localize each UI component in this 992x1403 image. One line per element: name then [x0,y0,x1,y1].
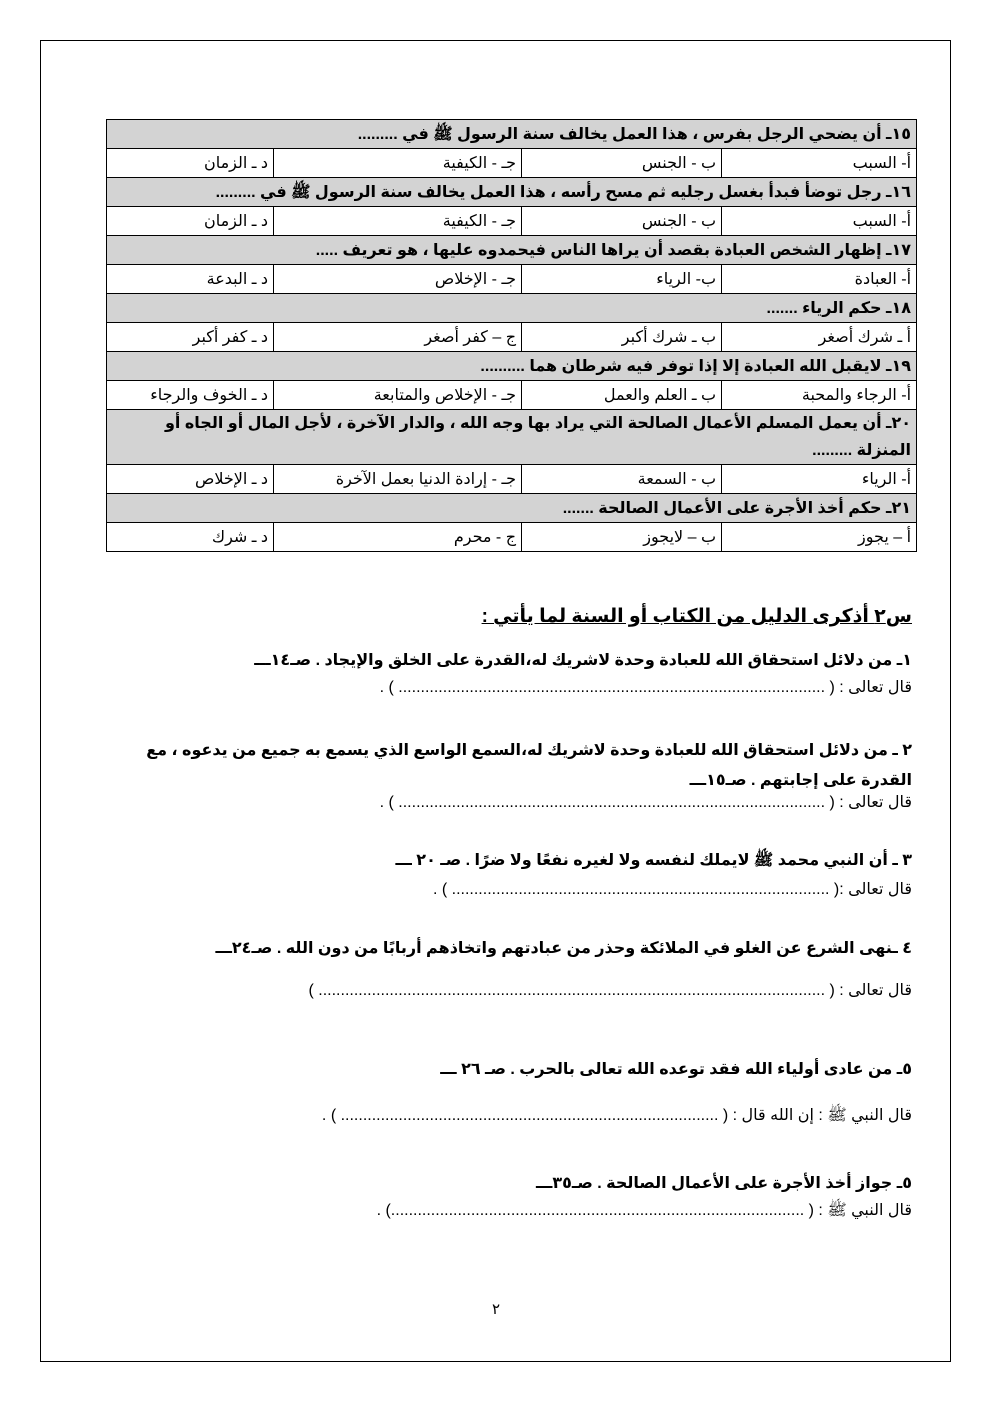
question-text: ١٦ـ رجل توضأ فبدأ بغسل رجليه ثم مسح رأسه ، هذا العمل يخالف سنة الرسول ﷺ في ......... [107,178,917,207]
question-text: ٢١ـ حكم أخذ الأجرة على الأعمال الصالحة ....... [107,494,917,523]
question-row [107,294,917,323]
question-row [107,494,917,523]
option-cell: د ـ الزمان [107,149,274,178]
option-cell: أ- الرياء [722,465,917,494]
option-cell: جـ - الكيفية [274,207,522,236]
option-cell: أ- العبادة [722,265,917,294]
option-cell: جـ - الكيفية [274,149,522,178]
option-cell: ب - الجنس [522,149,722,178]
options-row [107,149,917,178]
option-cell: ب - الجنس [522,207,722,236]
item-5-prompt: ٥ـ من عادى أولياء الله فقد توعده الله تعالى بالحرب . صـ ٢٦ ـــ [440,1061,912,1078]
item-6-prompt: ٥ـ جواز أخذ الأجرة على الأعمال الصالحة . صـ٣٥ـــ [535,1175,912,1192]
page-number: ٢ [491,1301,501,1318]
option-cell: جـ - الإخلاص والمتابعة [274,381,522,410]
option-cell: د ـ كفر أكبر [107,323,274,352]
option-cell: ب- الرياء [522,265,722,294]
question-row [107,178,917,207]
option-cell: د ـ البدعة [107,265,274,294]
option-cell: جـ - إرادة الدنيا بعمل الآخرة [274,465,522,494]
options-row [107,523,917,552]
item-4-prompt: ٤ ـنهى الشرع عن الغلو في الملائكة وحذر من عبادتهم واتخاذهم أربابًا من دون الله . صـ٢٤ـــ [215,940,912,957]
question-row [107,352,917,381]
options-row [107,323,917,352]
options-row [107,207,917,236]
options-row [107,381,917,410]
item-6-answer: قال النبي ﷺ : ( .............................................................................................) . [376,1202,912,1219]
option-cell: أ- السبب [722,207,917,236]
option-cell: أ – يجوز [722,523,917,552]
question-row [107,410,917,465]
item-2-prompt: ٢ ـ من دلائل استحقاق الله للعبادة وحدة لاشريك له،السمع الواسع الذي يسمع به جميع من يدعوه ، مع القدرة على إجابتهم . صـ١٥ـــ [146,742,912,789]
option-cell: أ ـ شرك أصغر [722,323,917,352]
item-3-prompt: ٣ ـ أن النبي محمد ﷺ لايملك لنفسه ولا لغيره نفعًا ولا ضرًا . صـ ٢٠ ـــ [395,852,912,869]
option-cell: د ـ شرك [107,523,274,552]
question-text: ١٩ـ لايقبل الله العبادة إلا إذا توفر فيه شرطان هما .......... [107,352,917,381]
option-cell: د ـ الخوف والرجاء [107,381,274,410]
item-4-answer: قال تعالى : ( .................................................................................................................. ) [308,982,912,999]
item-1-answer: قال تعالى : ( ................................................................................................ ) . [379,679,912,696]
item-5-answer: قال النبي ﷺ : إن الله قال : ( ..................................................................................... ) . [321,1107,912,1124]
option-cell: ج – كفر أصغر [274,323,522,352]
question-row [107,236,917,265]
question-text: ١٧ـ إظهار الشخص العبادة بقصد أن يراها الناس فيحمدوه عليها ، هو تعريف ..... [107,236,917,265]
question-text: ١٥ـ أن يضحي الرجل بفرس ، هذا العمل يخالف سنة الرسول ﷺ في ......... [107,120,917,149]
option-cell: ب ـ شرك أكبر [522,323,722,352]
item-1-prompt: ١ـ من دلائل استحقاق الله للعبادة وحدة لاشريك له،القدرة على الخلق والإيجاد . صـ١٤ـــ [254,652,912,669]
option-cell: أ- الرجاء والمحبة [722,381,917,410]
mcq-table [106,119,917,552]
section2-title: س٢ أذكرى الدليل من الكتاب أو السنة لما يأتي : [481,606,912,627]
options-row [107,465,917,494]
option-cell: ج - محرم [274,523,522,552]
option-cell: د ـ الإخلاص [107,465,274,494]
option-cell: د ـ الزمان [107,207,274,236]
question-row [107,120,917,149]
option-cell: أ- السبب [722,149,917,178]
item-2-answer: قال تعالى : ( ................................................................................................ ) . [379,794,912,811]
question-text: ٢٠ـ أن يعمل المسلم الأعمال الصالحة التي يراد بها وجه الله ، والدار الآخرة ، لأجل المال أو الجاه أو المنزلة ......... [107,410,917,465]
options-row [107,265,917,294]
item-3-answer: قال تعالى :( ..................................................................................... ) . [432,881,912,898]
question-text: ١٨ـ حكم الرياء ....... [107,294,917,323]
option-cell: ب ـ العلم والعمل [522,381,722,410]
option-cell: ب – لايجوز [522,523,722,552]
option-cell: جـ - الإخلاص [274,265,522,294]
option-cell: ب - السمعة [522,465,722,494]
